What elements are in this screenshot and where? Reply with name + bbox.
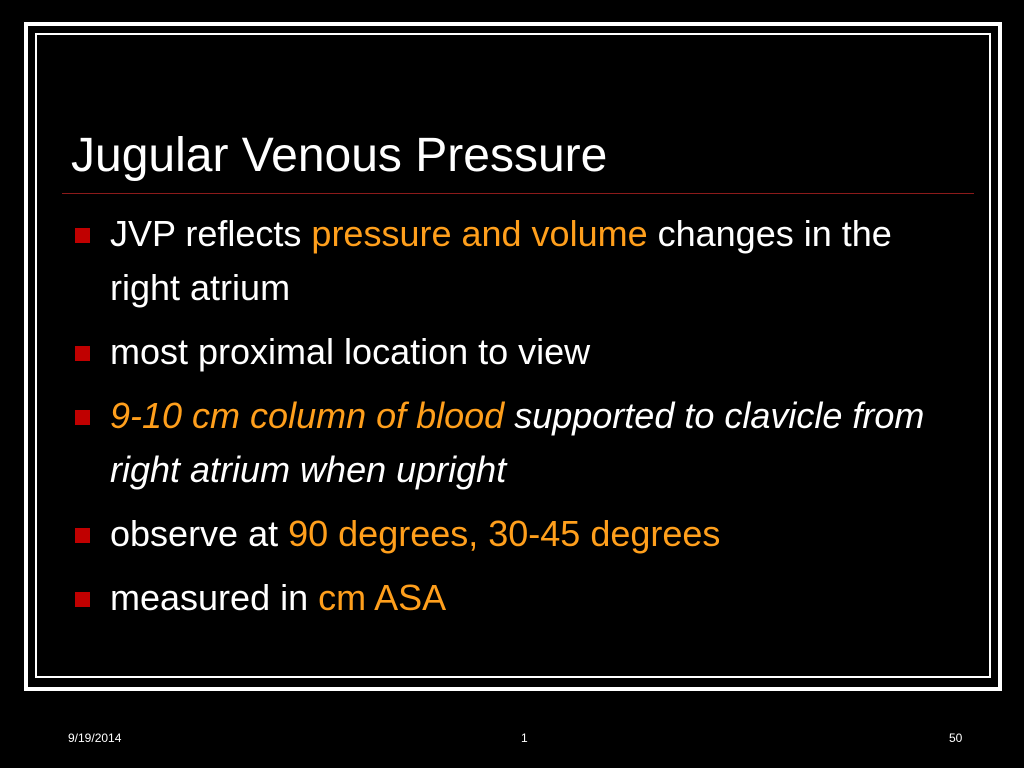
slide-page-number: 50 <box>949 731 963 745</box>
bullet-list <box>72 207 962 635</box>
square-bullet-icon <box>75 228 90 243</box>
bullet-text-segment: JVP reflects <box>110 213 312 254</box>
bullet-item <box>72 389 962 497</box>
square-bullet-icon <box>75 346 90 361</box>
bullet-item <box>72 207 962 315</box>
slide-title: Jugular Venous Pressure <box>71 129 608 182</box>
bullet-highlight-segment: cm ASA <box>318 577 447 618</box>
bullet-item <box>72 571 962 625</box>
title-underline <box>62 193 974 194</box>
bullet-text-segment: measured in <box>110 577 319 618</box>
bullet-item <box>72 507 962 561</box>
square-bullet-icon <box>75 410 90 425</box>
footer-center-text: 1 <box>521 731 528 745</box>
bullet-text-segment: observe at <box>110 513 289 554</box>
bullet-highlight-segment: 90 degrees, 30-45 degrees <box>288 513 721 554</box>
bullet-highlight-segment: 9-10 cm column of blood <box>110 395 505 436</box>
bullet-text-segment: supported to clavicle from right atrium when upright <box>110 395 925 490</box>
square-bullet-icon <box>75 528 90 543</box>
bullet-highlight-segment: pressure and volume <box>311 213 648 254</box>
bullet-text-segment: changes in the right atrium <box>110 213 892 308</box>
bullet-item <box>72 325 962 379</box>
bullet-text-segment: most proximal location to view <box>110 331 591 372</box>
square-bullet-icon <box>75 592 90 607</box>
footer-date: 9/19/2014 <box>68 731 122 745</box>
